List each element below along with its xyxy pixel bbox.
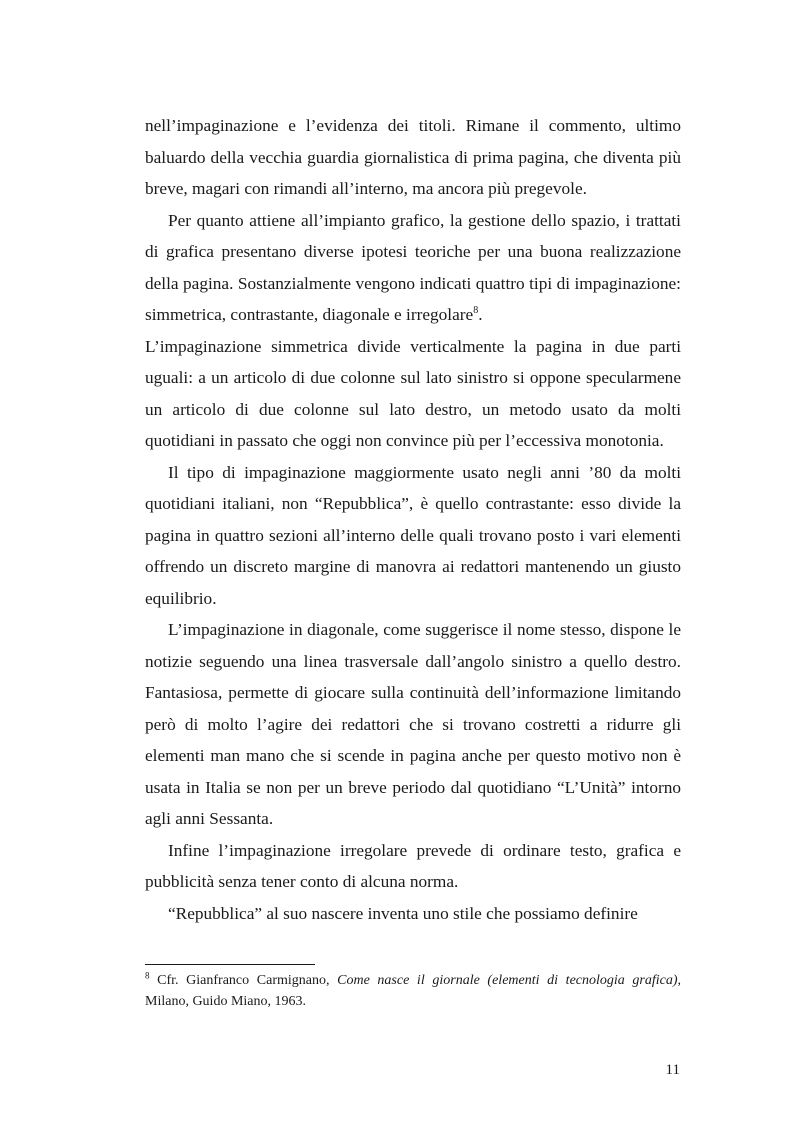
paragraph-symmetric: L’impaginazione simmetrica divide verticalmente la pagina in due parti uguali: a un articolo di due colonne sul lato sinistro si oppone specularmene un articolo di due colonne sul lato destro, un metodo usato da molti quotidiani in passato che oggi non convince più per l’eccessiva monotonia.	[145, 336, 681, 450]
paragraph-continuation: nell’impaginazione e l’evidenza dei titoli. Rimane il commento, ultimo baluardo della vecchia guardia giornalistica di prima pagina, che diventa più breve, magari con rimandi all’interno, ma ancora più pregevole.	[145, 116, 681, 198]
footnote-separator	[145, 964, 315, 965]
paragraph-repubblica: “Repubblica” al suo nascere inventa uno stile che possiamo definire	[168, 903, 638, 923]
page-number: 11	[665, 1062, 680, 1078]
paragraph-diagonal: L’impaginazione in diagonale, come suggerisce il nome stesso, dispone le notizie seguendo una linea trasversale dall’angolo sinistro a quello destro. Fantasiosa, permette di giocare sulla continuità dell’informazione limitando però di molto l’agire dei redattori che si trovano costretti a ridurre gli elementi man mano che si scende in pagina anche per questo motivo non è usata in Italia se non per un breve periodo dal quotidiano “L’Unità” intorno agli anni Sessanta.	[145, 620, 681, 828]
paragraph-contrasting: Il tipo di impaginazione maggiormente usato negli anni ’80 da molti quotidiani italiani, non “Repubblica”, è quello contrastante: esso divide la pagina in quattro sezioni all’interno delle quali trovano posto i vari elementi offrendo un discreto margine di manovra ai redattori mantenendo un giusto equilibrio.	[145, 462, 681, 608]
footnote	[145, 970, 681, 1012]
footnote-publication: , Milano, Guido Miano, 1963.	[145, 973, 682, 1009]
paragraph-layout-types: Per quanto attiene all’impianto grafico, la gestione dello spazio, i trattati di grafica presentano diverse ipotesi teoriche per una buona realizzazione della pagina. Sostanzialmente vengono indicati quattro tipi di impaginazione: simmetrica, contrastante, diagonale e irregolare$^8$.	[145, 210, 681, 324]
paragraph-layout-types-text: Per quanto attiene all’impianto grafico, la gestione dello spazio, i trattati di grafica presentano diverse ipotesi teoriche per una buona realizzazione della pagina. Sostanzialmente vengono indicati quattro tipi di impaginazione: simmetrica, contrastante, diagonale e irregolare	[145, 210, 681, 324]
footnote-author: Cfr. Gianfranco Carmignano,	[157, 973, 330, 988]
body-text	[145, 110, 681, 929]
footnote-marker: 8	[145, 970, 150, 981]
footnote-reference[interactable]: 8	[473, 305, 479, 317]
paragraph-irregular: Infine l’impaginazione irregolare prevede di ordinare testo, grafica e pubblicità senza tener conto di alcuna norma.	[145, 840, 681, 891]
footnote-title: Come nasce il giornale (elementi di tecnologia grafica)	[337, 973, 678, 988]
